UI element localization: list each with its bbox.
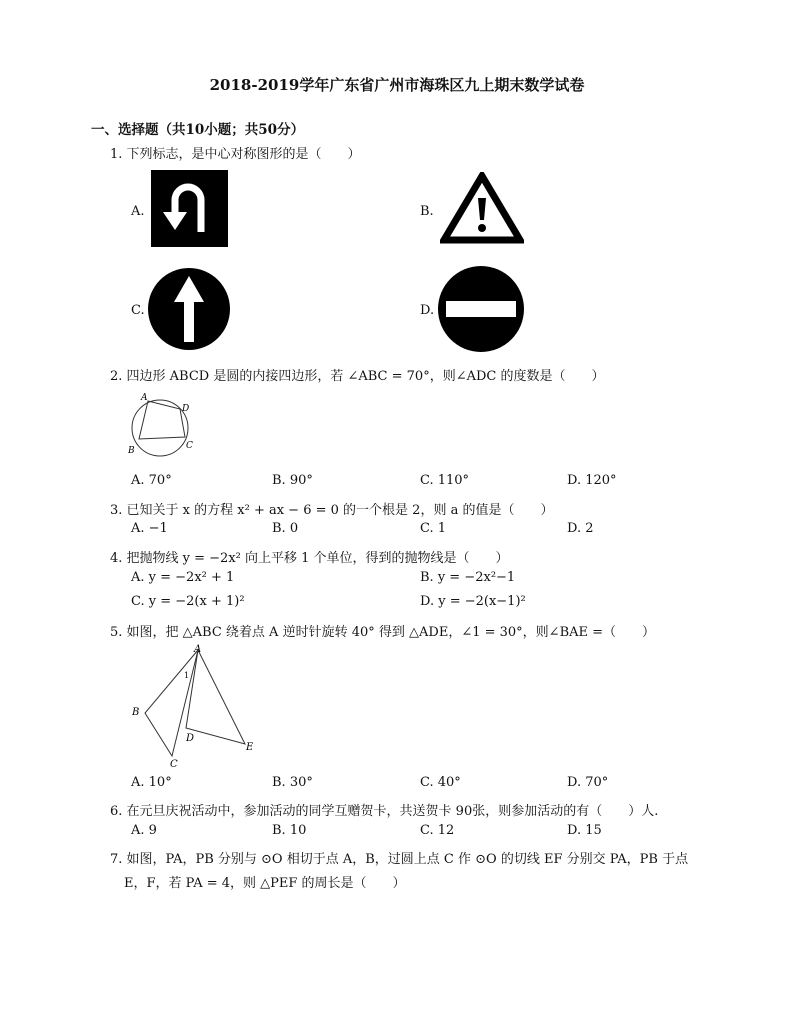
u-turn-sign-icon [151, 170, 228, 247]
q2-label-a: A [141, 393, 148, 403]
question-4-stem: 4. 把抛物线 y = −2x² 向上平移 1 个单位，得到的抛物线是（ ） [110, 551, 509, 566]
q2-option-d: D. 120° [567, 473, 617, 488]
q1-option-d-label: D. [420, 303, 435, 318]
q4-option-d: D. y = −2(x−1)² [420, 594, 526, 609]
q3-option-a: A. −1 [131, 521, 168, 536]
q5-rotation-figure [128, 640, 264, 770]
no-entry-sign-icon [438, 266, 524, 352]
q1-option-a-label: A. [131, 204, 145, 219]
q4-option-a: A. y = −2x² + 1 [131, 570, 235, 585]
q2-cyclic-quadrilateral-figure [126, 390, 198, 462]
question-5-stem: 5. 如图，把 △ABC 绕着点 A 逆时针旋转 40° 得到 △ADE，∠1 = 30°，则∠BAE =（ ） [110, 625, 656, 640]
q5-label-e: E [246, 742, 254, 753]
q4-option-b: B. y = −2x²−1 [420, 570, 516, 585]
q3-option-c: C. 1 [420, 521, 447, 536]
q5-option-d: D. 70° [567, 775, 609, 790]
warning-triangle-icon [440, 172, 524, 244]
q2-option-a: A. 70° [131, 473, 172, 488]
q4-option-c: C. y = −2(x + 1)² [131, 594, 245, 609]
straight-arrow-sign-icon [148, 268, 230, 350]
question-7-stem-line2: E，F，若 PA = 4，则 △PEF 的周长是（ ） [124, 876, 406, 891]
section-heading: 一、选择题（共10小题；共50分） [91, 122, 305, 138]
question-1-stem: 1. 下列标志，是中心对称图形的是（ ） [110, 147, 361, 162]
q2-option-b: B. 90° [272, 473, 313, 488]
q5-label-d: D [186, 733, 195, 744]
q2-label-d: D [182, 404, 190, 414]
q1-option-b-label: B. [420, 204, 434, 219]
q5-angle-1-label: 1 [184, 671, 190, 680]
question-3-stem: 3. 已知关于 x 的方程 x² + ax − 6 = 0 的一个根是 2，则 a 的值是（ ） [110, 503, 554, 518]
q2-label-b: B [128, 446, 135, 456]
q5-option-b: B. 30° [272, 775, 313, 790]
q6-option-c: C. 12 [420, 823, 455, 838]
q2-option-c: C. 110° [420, 473, 470, 488]
q5-label-b: B [132, 707, 140, 718]
question-7-stem-line1: 7. 如图，PA，PB 分别与 ⊙O 相切于点 A，B，过圆上点 C 作 ⊙O 的切线 EF 分别交 PA，PB 于点 [110, 852, 689, 867]
q6-option-a: A. 9 [131, 823, 157, 838]
q1-option-c-label: C. [131, 303, 145, 318]
question-6-stem: 6. 在元旦庆祝活动中，参加活动的同学互赠贺卡，共送贺卡 90张，则参加活动的有（ ）人. [110, 804, 659, 819]
q2-label-c: C [186, 441, 193, 451]
q5-label-c: C [170, 759, 178, 770]
question-2-stem: 2. 四边形 ABCD 是圆的内接四边形，若 ∠ABC = 70°，则∠ADC 的度数是（ ） [110, 369, 605, 384]
q5-label-a: A [194, 644, 202, 655]
q3-option-d: D. 2 [567, 521, 594, 536]
q6-option-d: D. 15 [567, 823, 602, 838]
q6-option-b: B. 10 [272, 823, 307, 838]
page-title: 2018-2019学年广东省广州市海珠区九上期末数学试卷 [209, 76, 585, 94]
q5-option-c: C. 40° [420, 775, 461, 790]
q5-option-a: A. 10° [131, 775, 172, 790]
q3-option-b: B. 0 [272, 521, 299, 536]
